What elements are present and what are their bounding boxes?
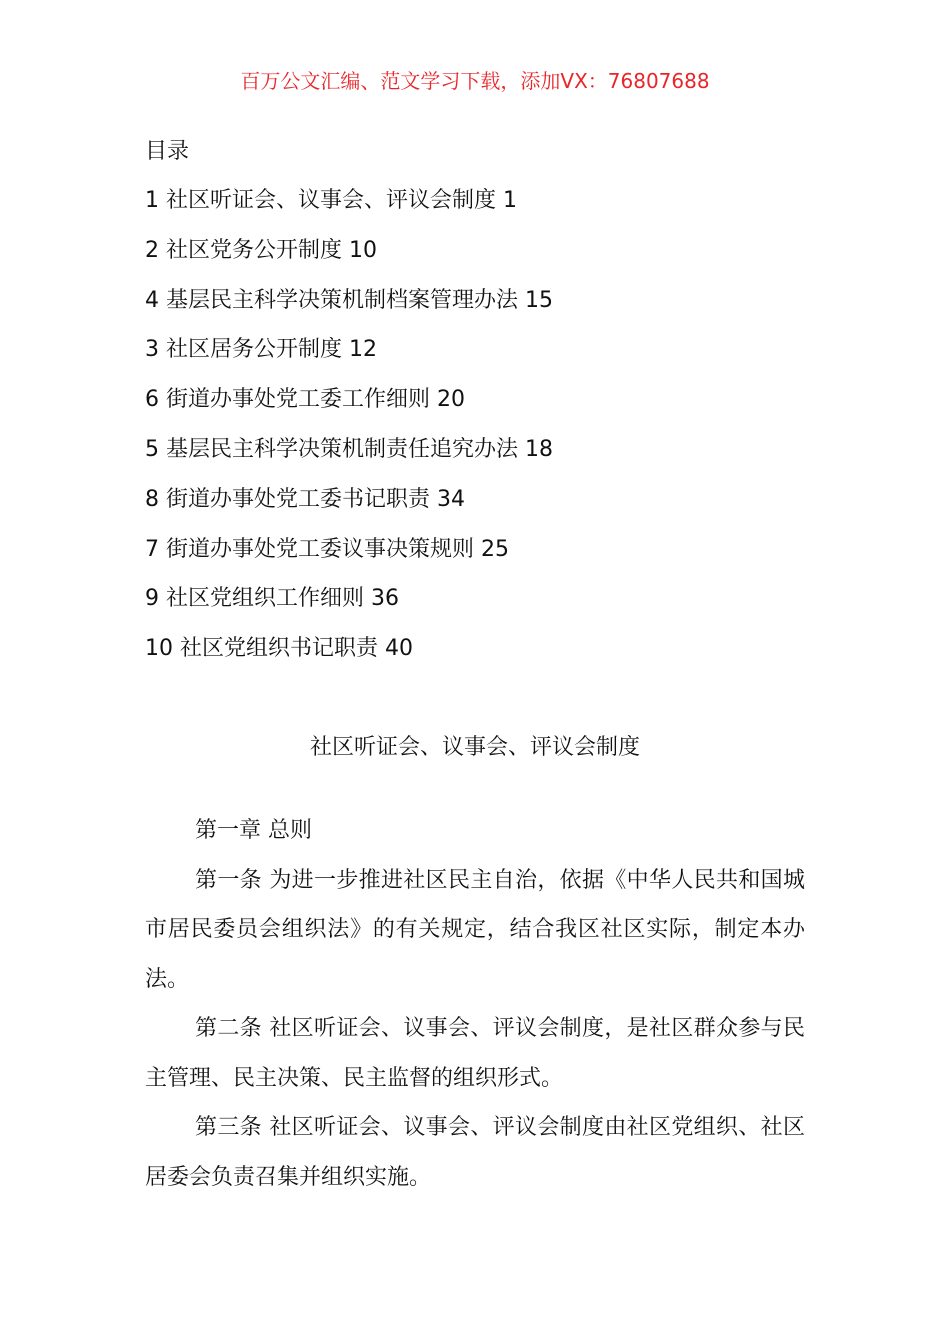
- toc-item: 10 社区党组织书记职责 40: [145, 636, 413, 662]
- article-paragraph: 第三条 社区听证会、议事会、评议会制度由社区党组织、社区居委会负责召集并组织实施。: [145, 1115, 805, 1190]
- article-paragraph: 第一条 为进一步推进社区民主自治，依据《中华人民共和国城市居民委员会组织法》的有关规定，结合我区社区实际，制定本办法。: [145, 867, 805, 992]
- toc-item: 4 基层民主科学决策机制档案管理办法 15: [145, 287, 553, 313]
- toc-item: 5 基层民主科学决策机制责任追究办法 18: [145, 436, 553, 462]
- toc-item: 1 社区听证会、议事会、评议会制度 1: [145, 188, 517, 213]
- toc-item: 3 社区居务公开制度 12: [145, 337, 377, 363]
- toc-item: 2 社区党务公开制度 10: [145, 237, 377, 263]
- toc-item: 8 街道办事处党工委书记职责 34: [145, 486, 465, 512]
- table-of-contents: [145, 132, 825, 679]
- toc-item: 6 街道办事处党工委工作细则 20: [145, 387, 465, 413]
- toc-title: 目录: [145, 139, 190, 164]
- article-paragraph: 第二条 社区听证会、议事会、评议会制度，是社区群众参与民主管理、民主决策、民主监督的组织形式。: [145, 1016, 805, 1091]
- document-title: 社区听证会、议事会、评议会制度: [309, 735, 640, 760]
- chapter-heading: 第一章 总则: [195, 818, 312, 843]
- toc-item: 9 社区党组织工作细则 36: [145, 586, 399, 612]
- header-note: 百万公文汇编、范文学习下载，添加VX：76807688: [240, 69, 710, 93]
- toc-item: 7 街道办事处党工委议事决策规则 25: [145, 536, 509, 562]
- toc-list: [145, 181, 825, 669]
- document-body: [145, 806, 805, 1202]
